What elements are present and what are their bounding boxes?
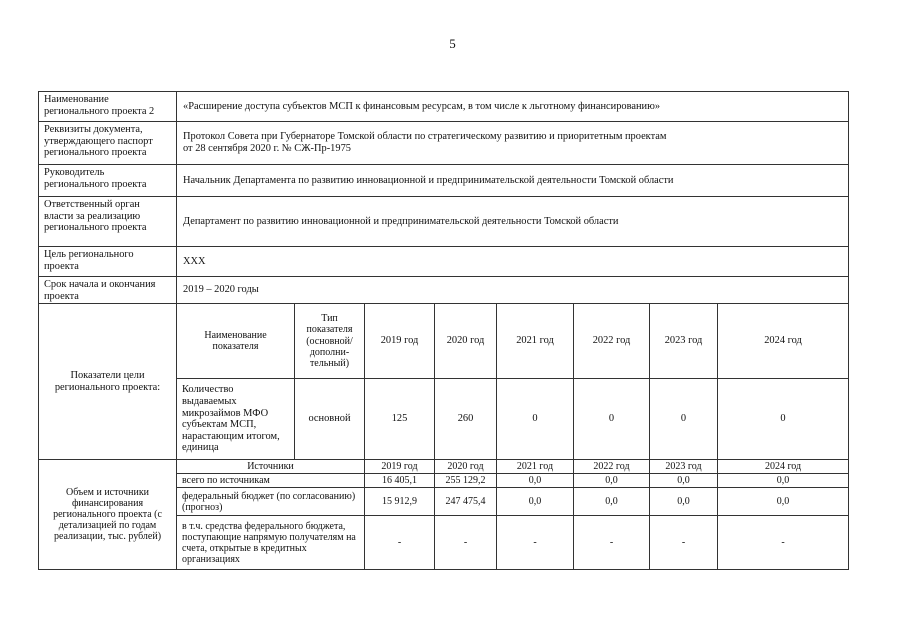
financing-source-name: в т.ч. средства федерального бюджета, поступающие напрямую получателям на счета, открытые в кредитных организациях — [177, 516, 365, 570]
indicator-value: 125 — [365, 379, 435, 460]
indicator-name-header: Наименование показателя — [177, 304, 295, 379]
financing-value: 0,0 — [574, 474, 650, 488]
indicator-year-header: 2021 год — [497, 304, 574, 379]
indicators-header-row — [39, 304, 849, 379]
financing-value: 0,0 — [574, 488, 650, 516]
indicator-year-header: 2020 год — [435, 304, 497, 379]
document-value — [177, 122, 849, 165]
row-term — [39, 277, 849, 304]
indicator-value: 0 — [574, 379, 650, 460]
financing-year-header: 2023 год — [650, 460, 718, 474]
financing-year-header: 2024 год — [718, 460, 849, 474]
financing-value: 247 475,4 — [435, 488, 497, 516]
indicator-value: 0 — [718, 379, 849, 460]
indicator-name: Количество выдаваемых микрозаймов МФО субъектам МСП, нарастающим итогом, единица — [177, 379, 295, 460]
financing-year-header: 2020 год — [435, 460, 497, 474]
indicator-value: 0 — [497, 379, 574, 460]
financing-value: - — [718, 516, 849, 570]
financing-value: - — [435, 516, 497, 570]
financing-value: - — [650, 516, 718, 570]
financing-year-header: 2019 год — [365, 460, 435, 474]
financing-header-row — [39, 460, 849, 474]
financing-label: Объем и источники финансирования регионального проекта (с детализацией по годам реализации, тыс. рублей) — [39, 460, 177, 570]
financing-value: - — [497, 516, 574, 570]
indicators-label: Показатели цели регионального проекта: — [39, 304, 177, 460]
page-number: 5 — [449, 36, 456, 51]
indicator-type: основной — [295, 379, 365, 460]
financing-value: - — [574, 516, 650, 570]
indicator-year-header: 2023 год — [650, 304, 718, 379]
document-value-line2: от 28 сентября 2020 г. № СЖ-Пр-1975 — [183, 143, 351, 154]
project-passport-table — [38, 91, 849, 570]
financing-value: 255 129,2 — [435, 474, 497, 488]
row-goal — [39, 247, 849, 277]
row-head — [39, 165, 849, 197]
financing-source-name: всего по источникам — [177, 474, 365, 488]
financing-value: 0,0 — [650, 474, 718, 488]
financing-value: 15 912,9 — [365, 488, 435, 516]
project-name-label: Наименование регионального проекта 2 — [39, 92, 177, 122]
row-authority — [39, 197, 849, 247]
indicator-year-header: 2019 год — [365, 304, 435, 379]
financing-value: 0,0 — [718, 488, 849, 516]
financing-value: 0,0 — [650, 488, 718, 516]
document-label: Реквизиты документа, утверждающего паспорт регионального проекта — [39, 122, 177, 165]
authority-label: Ответственный орган власти за реализацию регионального проекта — [39, 197, 177, 247]
financing-year-header: 2021 год — [497, 460, 574, 474]
indicator-type-header: Тип показателя (основной/ дополни-тельный) — [295, 304, 365, 379]
document-value-line1: Протокол Совета при Губернаторе Томской области по стратегическому развитию и приоритетным проектам — [183, 131, 667, 143]
term-value: 2019 – 2020 годы — [177, 277, 849, 304]
authority-value: Департамент по развитию инновационной и предпринимательской деятельности Томской области — [177, 197, 849, 247]
indicator-year-header: 2024 год — [718, 304, 849, 379]
goal-label: Цель регионального проекта — [39, 247, 177, 277]
project-name-value: «Расширение доступа субъектов МСП к финансовым ресурсам, в том числе к льготному финансированию» — [177, 92, 849, 122]
term-label: Срок начала и окончания проекта — [39, 277, 177, 304]
financing-value: 16 405,1 — [365, 474, 435, 488]
head-label: Руководитель регионального проекта — [39, 165, 177, 197]
head-value: Начальник Департамента по развитию инновационной и предпринимательской деятельности Томской области — [177, 165, 849, 197]
row-document — [39, 122, 849, 165]
financing-sources-header: Источники — [177, 460, 365, 474]
financing-value: 0,0 — [497, 488, 574, 516]
financing-value: - — [365, 516, 435, 570]
indicator-year-header: 2022 год — [574, 304, 650, 379]
row-project-name — [39, 92, 849, 122]
financing-value: 0,0 — [497, 474, 574, 488]
indicator-value: 260 — [435, 379, 497, 460]
indicator-value: 0 — [650, 379, 718, 460]
financing-value: 0,0 — [718, 474, 849, 488]
financing-source-name: федеральный бюджет (по согласованию) (прогноз) — [177, 488, 365, 516]
goal-value: XXX — [177, 247, 849, 277]
financing-year-header: 2022 год — [574, 460, 650, 474]
